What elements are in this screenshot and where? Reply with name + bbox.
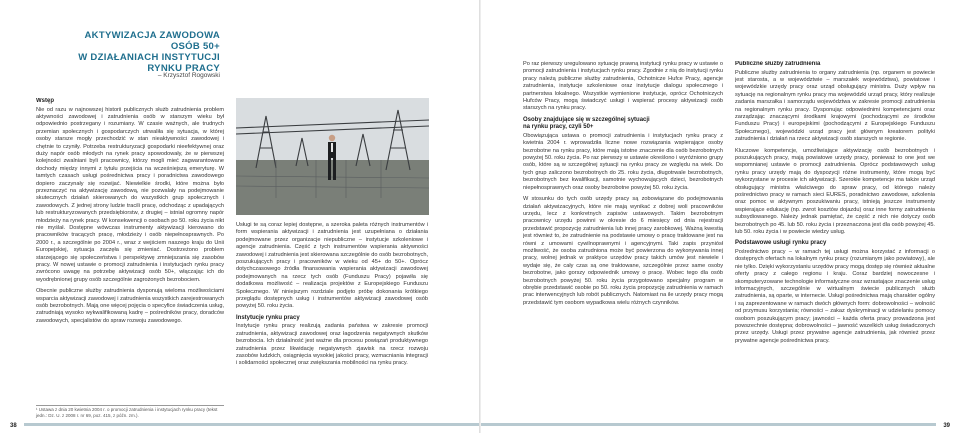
article-photo: [236, 98, 429, 215]
page-number-left: 38: [10, 423, 17, 429]
section-heading-basic-services: Podstawowe usługi rynku pracy: [735, 240, 827, 247]
heading-line-2: na rynku pracy, czyli 50+: [523, 124, 594, 131]
author-byline: – Krzysztof Rogowski: [157, 72, 220, 79]
paragraph: Nie od razu w najnowszej historii publicznych służb zatrudnienia problem aktywności zawodowej i zatrudnienia osób w starszym wieku był odpowiednio postrzegany i rozumiany. W czasie ważnych, ale trudnych przemian społecznych i gospodarczych utrwaliła się sytuacja, w której osoby starsze mogły przechodzić w stan nieaktywności zawodowej i chętnie to czyniły. Potrzeba restrukturyzacji gospodarki nieefektywnej oraz duży napór osób młodych na rynek pracy spowodowały, że w pierwszej kolejności zwalniani byli pracownicy, którzy mogli mieć zagwarantowane dochody między innymi z tytułu przejścia na wcześniejszą emeryturę. W tamtych czasach usługi pośrednictwa pracy i poradnictwa zawodowego dopiero zaczynały się rozwijać. Niewielkie środki, które można było przeznaczyć na aktywizację zawodową, nie pozwalały na podejmowanie skutecznych działań skierowanych do wszystkich grup społecznych i zawodowych. Z jednej strony ludzie tracili pracę, odchodząc z upadających lub restrukturyzowanych przedsiębiorstw, z drugiej – istniał ogromny napór młodzieży na rynek pracy. W konsekwencji o osobach po 50. roku życia nikt nie myślał. Dostępne wówczas instrumenty aktywizacji kierowano do pracowników tracących pracę, młodzieży i osób niepełnosprawnych. Po 2000 r., a szczególnie po 2004 r., wraz z wejściem naszego kraju do Unii Europejskiej, sytuacja zaczęła się zmieniać. Dostrzeżono problem starzejącego się społeczeństwa i perspektywę zmniejszania się zasobów pracy. W nowej ustawie o promocji zatrudnienia i instytucjach rynku pracy zwrócono uwagę na potrzebę aktywizacji osób 50+, włączając ich do wyodrębnionej grupy osób szczególnie zagrożonych bezrobociem.: [36, 106, 224, 283]
section-heading-institutions: Instytucje rynku pracy: [236, 314, 300, 321]
paragraph: Obecnie publiczne służby zatrudnienia dysponują wieloma możliwościami wsparcia aktywizacji zawodowej i zatrudnienia wszystkich zarejestrowanych osób bezrobotnych. Mają one więcej pojęcia o specyfice świadczenia usług, zatrudniają wysoko wykwalifikowaną kadrę – pośredników pracy, doradców zawodowych, specjalistów do spraw rozwoju zawodowego.: [36, 288, 224, 324]
paragraph: Usługi te są coraz lepiej dostępne, a szeroka paleta różnych instrumentów i form wspierania aktywizacji i zatrudnienia jest uzupełniana o działania podejmowane przez organizacje niepubliczne – instytucje szkoleniowe i agencje zatrudnienia. Część z tych instrumentów wspierania aktywności zawodowej i zatrudnienia jest skierowana szczególnie do osób bezrobotnych, poszukujących pracy i pracowników w wieku od 45+ do 50+. Oprócz dotychczasowego źródła finansowania wspierania aktywizacji zawodowej podejmowanych na rzecz tych osób (Funduszu Pracy) pojawiła się dodatkowa możliwość – realizacja projektów z Europejskiego Funduszu Społecznego. W niniejszym rozdziale podjęto próbę dokonania krótkiego przeglądu dostępnych usług i instrumentów aktywizacji zawodowej osób powyżej 50. roku życia.: [236, 222, 428, 310]
title-line-1: AKTYWIZACJA ZAWODOWA OSÓB 50+: [84, 30, 220, 52]
column-3: [523, 61, 723, 391]
footer-bar-right: [481, 423, 936, 426]
column-1: [36, 98, 224, 418]
title-line-2: W DZIAŁANIACH INSTYTUCJI: [78, 52, 220, 63]
column-2: [236, 222, 428, 422]
paragraph: Kluczowe kompetencje, umożliwiające aktywizację osób bezrobotnych i poszukujących pracy, mają powiatowe urzędy pracy, ponieważ to one jest we wspomnianej ustawie o promocji zatrudnienia. Oprócz podstawowych usług rynku pracy urzędy mają do dyspozycji różne instrumenty, które mogą być wykorzystane w procesie ich aktywizacji. Szerokie kompetencje ma także urząd obsługujący ministra właściwego do spraw pracy, od którego należy pośrednictwo pracy w ramach sieci EURES, poradnictwo zawodowe, szkolenia oraz pomoc w aktywnym poszukiwaniu pracy, istnieją jeszcze instrumenty wspierające edukację (np. zwrot kosztów dojazdu) oraz inne formy zatrudnienia subsydiowanego. Należy jednak pamiętać, że część z nich nie dotyczy osób bezrobotnych po 45. lub 50. roku życia i przeznaczona jest dla osób powyżej 45. lub 50. roku życia i w powiecie wiedzy usług.: [735, 147, 935, 236]
heading-line-1: Osoby znajdujące się w szczególnej sytuacji: [523, 116, 650, 123]
title-line-3: RYNKU PRACY: [147, 63, 220, 74]
page-number-right: 39: [943, 423, 950, 429]
column-4: [735, 61, 935, 391]
footnote: ¹ Ustawa z dnia 20 kwietnia 2004 r. o promocji zatrudnienia i instytucjach rynku pracy (tekst jedn.: Dz. U. z 2008 r. nr 69, poz. 415, z późn. zm.).: [36, 405, 224, 418]
section-heading-intro: Wstęp: [36, 98, 54, 104]
paragraph: Po raz pierwszy uregulowano sytuację prawną instytucji rynku pracy w ustawie o promocji zatrudnienia i instytucjach rynku pracy. Zgodnie z nią do instytucji rynku pracy należą publiczne służby zatrudnienia, Ochotnicze Hufce Pracy, agencje zatrudnienia, instytucje szkoleniowe oraz instytucje dialogu społecznego i partnerstwa lokalnego. Wszystkie wymienione instytucje, oprócz Ochotniczych Hufców Pracy, mogą świadczyć usługi i wspierać procesy aktywizacji osób starszych na rynku pracy.: [523, 61, 723, 112]
photo-power-station-image: [236, 98, 429, 215]
section-heading-public-services: Publiczne służby zatrudnienia: [735, 61, 821, 67]
footer-bar-left: [24, 423, 479, 426]
article-title: [60, 30, 220, 74]
paragraph: Pośrednictwo pracy – w ramach tej usługi można korzystać z informacji o dostępnych ofertach na lokalnym rynku pracy (rozumianym jako powiatowy), ale nie tylko. Dzięki wykorzystaniu urzędów pracy mogą dostęp się również aktualne oferty pracy z całego regionu i kraju. Coraz bardziej nowoczesne i skomputeryzowane technologie informatyczne oraz wzrastające znaczenie usług informacyjnych, szczególnie w wirtualnym świecie publicznych służb zatrudnienia, są oparte, w internecie. Usługi pośrednictwa mają charakter ogólny i są zaprezentowane w ramach dwóch głównych form: dobrowolności – wolność od przymusu korzystania; równości – zakaz dyskryminacji w udzielaniu pomocy osobom poszukującym pracy; jawności – każda oferta pracy prowadzona jest powszechnie dostępna; dobrowolności – jawność wszelkich usług świadczonych przez urzędy. Usługi przez prywatne agencje zatrudnienia, jak również przez prywatne agencje pośrednictwa pracy.: [735, 248, 935, 344]
paragraph: Instytucje rynku pracy realizują zadania państwa w zakresie promocji zatrudnienia, aktywizacji zawodowej oraz łagodzenia negatywnych skutków bezrobocia. Ich działalność jest ważne dla procesu powiązań produktywnego zatrudnienia przez likwidację negatywnych zjawisk na rzecz rozwoju zasobów ludzkich, osiągnięcia wysokiej jakości pracy, wzmacniania integracji i solidarności społecznej oraz zwiększania mobilności na rynku pracy.: [236, 323, 428, 367]
paragraph: Obowiązująca ustawa o promocji zatrudnienia i instytucjach rynku pracy z kwietnia 2004 r. wprowadziła liczne nowe rozwiązania wspierające osoby bezrobotne na rynku pracy, które mają istotne znaczenie dla osób bezrobotnych powyżej 50. roku życia. Po raz pierwszy w ustawie określono i wyróżniono grupy osób, które są w szczególnej sytuacji na rynku pracy ze względu na wiek. Do tych grup zaliczono bezrobotnych do 25. roku życia, długotrwale bezrobotnych, bezrobotnych bez kwalifikacji, samotnie wychowujących dzieci, bezrobotnych niepełnosprawnych oraz osoby bezrobotne powyżej 50. roku życia.: [523, 132, 723, 191]
section-heading-50plus: [523, 117, 723, 132]
paragraph: Publiczne służby zatrudnienia to organy zatrudnienia (np. organem w powiecie jest starosta, a w województwie – marszałek województwa), powiatowe i wojewódzkie urzędy pracy oraz urząd obsługujący ministra. Duży wpływ na sytuację na regionalnym rynku pracy ma wojewódzki urząd pracy, który realizuje zadania marszałka i samorządu województwa w zakresie promocji zatrudnienia na regionalnym rynku pracy. Dysponując odpowiednimi kompetencjami oraz zarządzając znaczącymi środkami krajowymi (pochodzącymi ze środków Funduszu Pracy) i europejskimi (pochodzącymi z Europejskiego Funduszu Społecznego), wojewódzki urząd pracy jest głównym kreatorem polityki zatrudnienia i działań na rzecz aktywizacji osób starszych w regionie.: [735, 69, 935, 143]
paragraph: W stosunku do tych osób urzędy pracy są zobowiązane do podejmowania działań aktywizacyjnych, które nie mają wynikać z dobrej woli pracowników urzędu, lecz z konkretnych zapisów ustawowych. Takim bezrobotnym pracownicy urzędu powinni w okresie do 6 miesięcy od dnia rejestracji przedstawić propozycję zatrudnienia lub innej pracy zarobkowej. Ważną kwestią jest również to, że zatrudnienie na podstawie umowy o pracę traktowane jest na równi z umowami cywilnoprawnymi i agencyjnymi. Taki zapis przyniósł możliwość, że osoba zatrudniona może być powierzona do wykonywania innej pracy, wolnej jednak w praktyce urzędów pracy takich umów jest niewiele i wydaje się, że cały czas są one traktowane, szczególnie przez same osoby bezrobotne, jako gorszy odpowiednik umowy o pracę. Wobec tego dla osób bezrobotnych powyżej 50. roku życia przygotowano specjalny program w obrębie przedstawić osobie po 50. roku życia propozycję zatrudnienia w ramach prac interwencyjnych lub robót publicznych. Natomiast na ile urzędy pracy mogą przedstawić tym osobom wypadkowa wielu różnych czynników.: [523, 196, 723, 306]
